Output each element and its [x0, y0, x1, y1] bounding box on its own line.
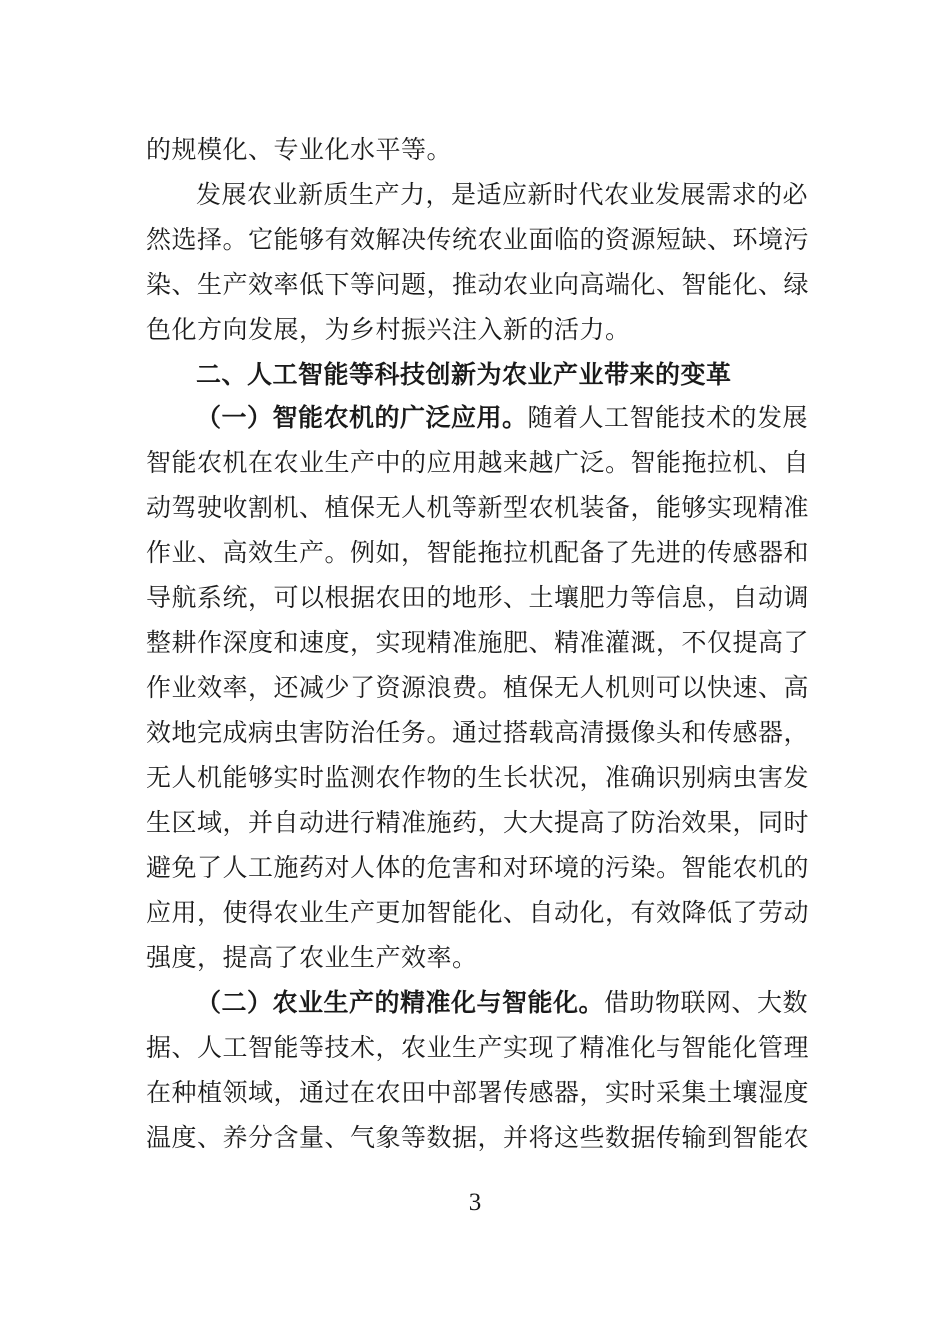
- text-line: [196, 988, 809, 1018]
- text-line: 染、生产效率低下等问题，推动农业向高端化、智能化、绿: [146, 270, 810, 299]
- text-line: 然选择。它能够有效解决传统农业面临的资源短缺、环境污: [146, 225, 810, 254]
- text-line: 动驾驶收割机、植保无人机等新型农机装备，能够实现精准: [146, 493, 810, 522]
- text-line: 作业效率，还减少了资源浪费。植保无人机则可以快速、高: [146, 673, 810, 702]
- text-line: 导航系统，可以根据农田的地形、土壤肥力等信息，自动调: [146, 583, 810, 612]
- text-line: 避免了人工施药对人体的危害和对环境的污染。智能农机的: [146, 853, 810, 882]
- text-line: 强度，提高了农业生产效率。: [146, 943, 478, 972]
- text-line: 无人机能够实时监测农作物的生长状况，准确识别病虫害发: [146, 763, 810, 792]
- text-line: 应用，使得农业生产更加智能化、自动化，有效降低了劳动: [146, 898, 810, 927]
- section-heading: 二、人工智能等科技创新为农业产业带来的变革: [196, 360, 732, 389]
- text-line-rest: 借助物联网、大数: [604, 988, 809, 1017]
- text-line: [196, 403, 809, 433]
- text-line-rest: 随着人工智能技术的发展: [527, 403, 809, 432]
- subsection-title: （一）智能农机的广泛应用。: [196, 403, 528, 432]
- text-line: 整耕作深度和速度，实现精准施肥、精准灌溉，不仅提高了: [146, 628, 810, 657]
- text-line: 温度、养分含量、气象等数据，并将这些数据传输到智能农: [146, 1123, 810, 1152]
- page-number: 3: [468, 1189, 482, 1216]
- text-line: 作业、高效生产。例如，智能拖拉机配备了先进的传感器和: [146, 538, 810, 567]
- text-line: 在种植领域，通过在农田中部署传感器，实时采集土壤湿度: [146, 1078, 810, 1107]
- text-line: 智能农机在农业生产中的应用越来越广泛。智能拖拉机、自: [146, 448, 810, 477]
- text-line: 发展农业新质生产力，是适应新时代农业发展需求的必: [196, 180, 809, 209]
- text-line: 色化方向发展，为乡村振兴注入新的活力。: [146, 315, 631, 344]
- subsection-title: （二）农业生产的精准化与智能化。: [196, 988, 605, 1017]
- text-line: 据、人工智能等技术，农业生产实现了精准化与智能化管理: [146, 1033, 810, 1062]
- text-line: 生区域，并自动进行精准施药，大大提高了防治效果，同时: [146, 808, 810, 837]
- text-line: 效地完成病虫害防治任务。通过搭载高清摄像头和传感器，: [146, 718, 810, 747]
- text-line: 的规模化、专业化水平等。: [146, 135, 453, 164]
